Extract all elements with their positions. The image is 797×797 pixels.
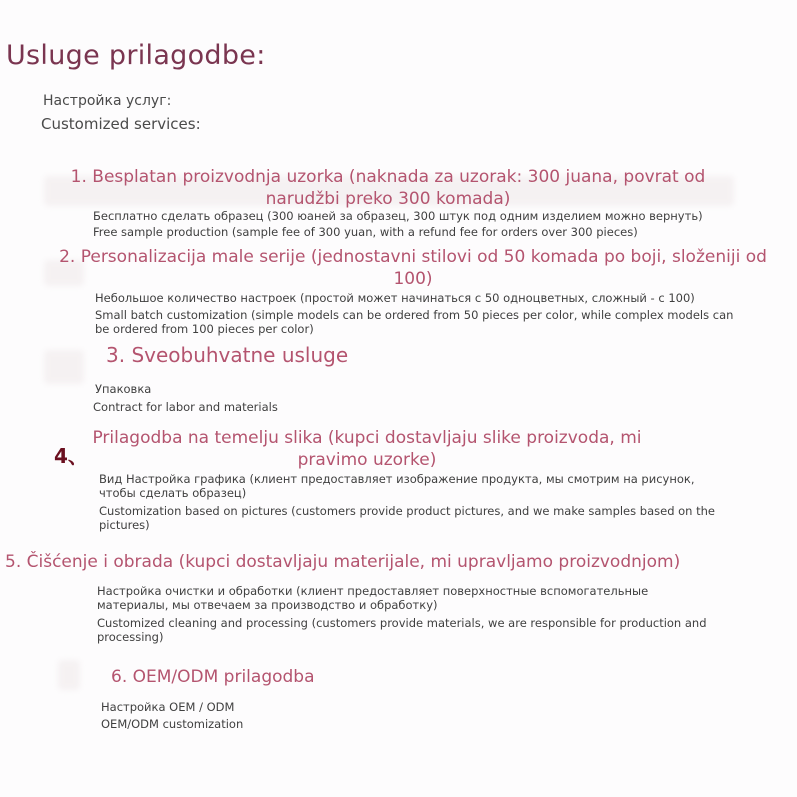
service-4-ru: Вид Настройка графика (клиент предоставляет изображение продукта, мы смотрим на рисунок, чтобы сделать образец) [99, 472, 695, 500]
service-2-ru: Небольшое количество настроек (простой может начинаться с 50 одноцветных, сложный - с 100) [95, 291, 695, 305]
background-smudge [58, 660, 80, 690]
service-5-en: Customized cleaning and processing (customers provide materials, we are responsible for production and processing) [97, 616, 707, 644]
service-3-en: Contract for labor and materials [93, 400, 278, 414]
service-6-en: OEM/ODM customization [101, 717, 244, 731]
service-3-ru: Упаковка [95, 382, 152, 396]
service-4-heading: Prilagodba na temelju slika (kupci dostavljaju slike proizvoda, mi pravimo uzorke) [92, 428, 642, 470]
subtitle-ru: Настройка услуг: [43, 93, 172, 109]
service-2-en: Small batch customization (simple models can be ordered from 50 pieces per color, while complex models can be ordered from 100 pieces per color) [95, 308, 734, 336]
service-4-en: Customization based on pictures (customers provide product pictures, and we make samples based on the pictures) [99, 504, 716, 532]
service-6-ru: Настройка OEM / ODM [101, 700, 235, 714]
service-1-en: Free sample production (sample fee of 300 yuan, with a refund fee for orders over 300 pieces) [93, 225, 638, 239]
service-6-heading: 6. OEM/ODM prilagodba [111, 667, 315, 687]
service-1-ru: Бесплатно сделать образец (300 юаней за образец, 300 штук под одним изделием можно вернуть) [93, 209, 703, 223]
page-title: Usluge prilagodbe: [6, 40, 266, 71]
service-5-heading: 5. Čišćenje i obrada (kupci dostavljaju materijale, mi upravljamo proizvodnjom) [5, 552, 681, 572]
service-5-ru: Настройка очистки и обработки (клиент предоставляет поверхностные вспомогательные материалы, мы отвечаем за производство и обработку) [97, 584, 649, 612]
subtitle-en: Customized services: [41, 115, 201, 133]
service-4-number: 4、 [54, 444, 88, 468]
background-smudge [44, 350, 84, 384]
service-3-heading: 3. Sveobuhvatne usluge [106, 343, 349, 367]
service-1-heading: 1. Besplatan proizvodnja uzorka (naknada za uzorak: 300 juana, povrat od narudžbi preko 300 komada) [70, 167, 706, 209]
service-2-heading: 2. Personalizacija male serije (jednostavni stilovi od 50 komada po boji, složeniji od 100) [59, 247, 767, 289]
